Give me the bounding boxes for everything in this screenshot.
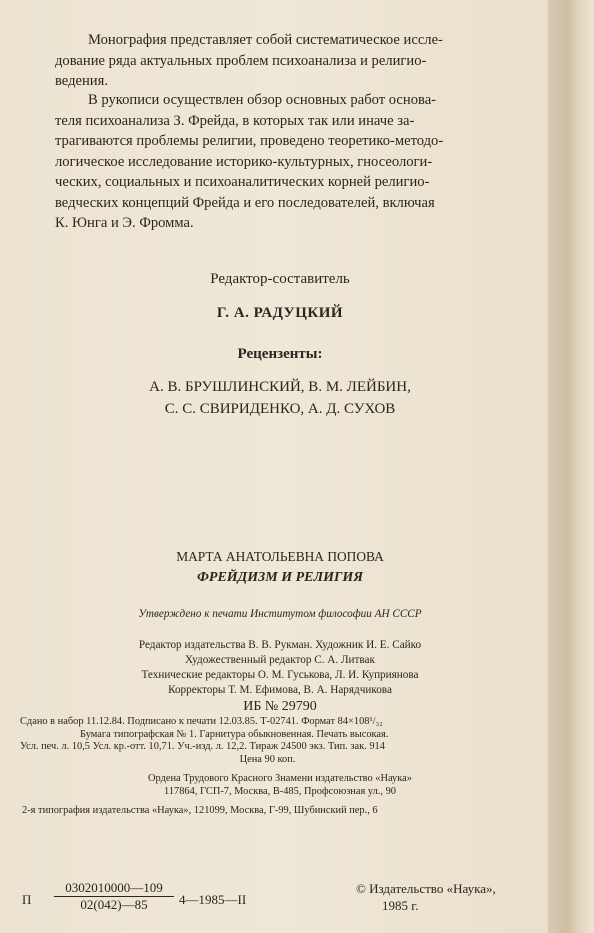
catalog-denominator: 02(042)—85 [54,896,174,913]
text-line: ведения. [55,73,108,89]
publisher-block [0,773,560,798]
print-info-block [20,716,555,766]
printer-line: 2-я типография издательства «Наука», 121099, Москва, Г-99, Шубинский пер., 6 [22,805,378,816]
reviewers-line-1: А. В. БРУШЛИНСКИЙ, В. М. ЛЕЙБИН, [149,379,411,395]
editor-name: Г. А. РАДУЦКИЙ [216,305,344,321]
credits-line: Технические редакторы О. М. Гуськова, Л. И. Куприянова [141,669,419,681]
credits-line: Редактор издательства В. В. Рукман. Художник И. Е. Сайко [138,639,422,651]
copyright-block [356,880,496,914]
approved-line: Утверждено к печати Институтом философии АН СССР [138,608,422,620]
text-line: дование ряда актуальных проблем психоанализа и религио- [55,52,427,69]
print-info-line: Усл. печ. л. 10,5 Усл. кр.-отт. 10,71. Уч.-изд. л. 12,2. Тираж 24500 экз. Тип. зак. 914 [20,741,385,752]
publisher-line: 117864, ГСП-7, Москва, В-485, Профсоюзная ул., 90 [164,785,396,797]
price-line: Цена 90 коп. [239,753,296,765]
text-line: трагиваются проблемы религии, проведено теоретико-методо- [55,133,444,149]
text-line: ческих, социальных и психоаналитических корней религио- [55,174,430,190]
ib-number: ИБ № 29790 [243,699,317,714]
text-line: К. Юнга и Э. Фромма. [55,215,194,231]
reviewers-label: Рецензенты: [237,346,323,362]
text-line: В рукописи осуществлен обзор основных работ основа- [88,92,437,108]
credits-line: Корректоры Т. М. Ефимова, В. А. Нарядчикова [168,684,392,696]
credits-block [0,638,560,698]
author-name: МАРТА АНАТОЛЬЕВНА ПОПОВА [176,549,384,564]
text-line: Монография представляет собой систематическое иссле- [88,32,443,48]
catalog-numerator: 0302010000—109 [65,880,163,895]
reviewers-line-2: С. С. СВИРИДЕНКО, А. Д. СУХОВ [164,401,396,417]
publisher-line: Ордена Трудового Красного Знамени издательство «Наука» [148,773,412,784]
print-info-line: Бумага типографская № 1. Гарнитура обыкновенная. Печать высокая. [80,728,389,740]
copyright-line: © Издательство «Наука», [356,881,496,896]
catalog-suffix: 4—1985—II [179,892,247,907]
credits-line: Художественный редактор С. А. Литвак [185,654,375,666]
annotation-paragraph-1 [55,30,525,92]
book-title: ФРЕЙДИЗМ И РЕЛИГИЯ [197,570,363,585]
text-line: логическое исследование историко-культурных, гносеологи- [55,153,433,170]
editor-label: Редактор-составитель [210,271,350,287]
annotation-paragraph-2 [55,90,525,234]
catalog-letter: П [22,892,32,907]
text-line: ведческих концепций Фрейда и его последователей, включая [55,194,435,211]
catalog-fraction [54,880,174,913]
print-info-line: Сдано в набор 11.12.84. Подписано к печати 12.03.85. Т-02741. Формат 84×108¹/₃₂ [20,716,383,727]
text-line: теля психоанализа З. Фрейда, в которых так или иначе за- [55,112,415,129]
copyright-year: 1985 г. [382,898,419,913]
